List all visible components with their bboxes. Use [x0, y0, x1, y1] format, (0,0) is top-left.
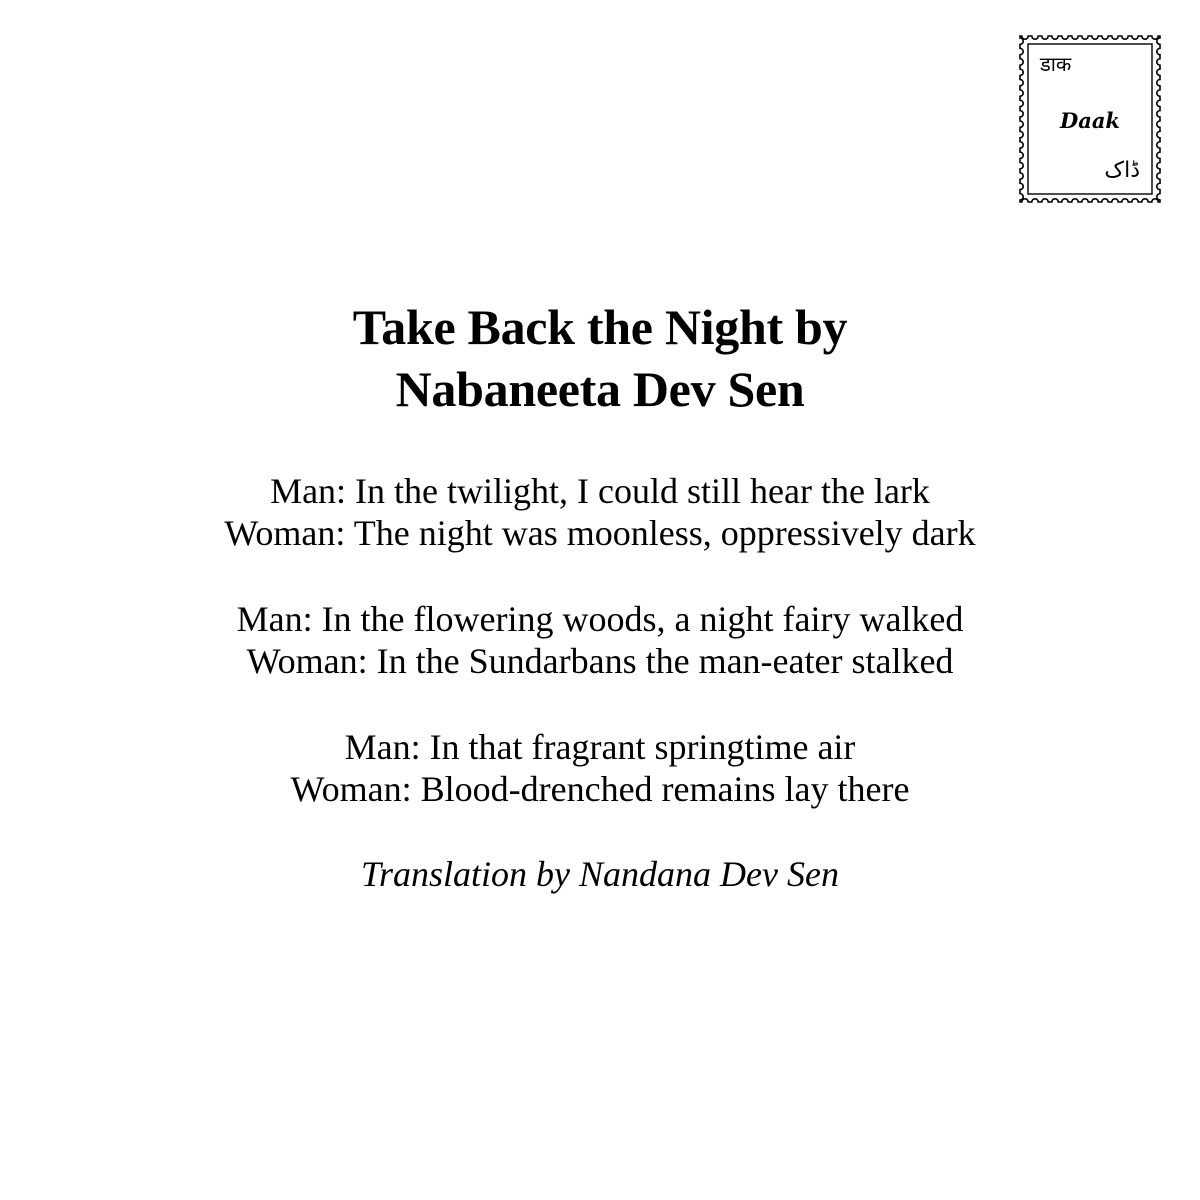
daak-stamp-logo	[1014, 30, 1166, 208]
stanza-1-line-2: Woman: The night was moonless, oppressively dark	[224, 513, 976, 553]
stanza-1	[0, 470, 1200, 554]
poem-title-line-1: Take Back the Night by	[352, 299, 848, 355]
stanza-2-line-1: Man: In the flowering woods, a night fairy walked	[236, 599, 964, 639]
stanza-2-line-2: Woman: In the Sundarbans the man-eater stalked	[246, 641, 954, 681]
poem-title-line-2: Nabaneeta Dev Sen	[395, 361, 805, 417]
stanza-3-line-2: Woman: Blood-drenched remains lay there	[290, 769, 910, 809]
stanza-2	[0, 598, 1200, 682]
stanza-3-line-1: Man: In that fragrant springtime air	[344, 727, 856, 767]
stanza-3	[0, 726, 1200, 810]
poem	[0, 296, 1200, 895]
translation-credit: Translation by Nandana Dev Sen	[361, 854, 839, 894]
stanza-1-line-1: Man: In the twilight, I could still hear the lark	[270, 471, 930, 511]
poem-title	[0, 296, 1200, 420]
stamp-devanagari-text: डाक	[1040, 52, 1072, 76]
stamp-latin-text: Daak	[1060, 108, 1120, 133]
stamp-urdu-text: ڈاک	[1104, 158, 1140, 183]
